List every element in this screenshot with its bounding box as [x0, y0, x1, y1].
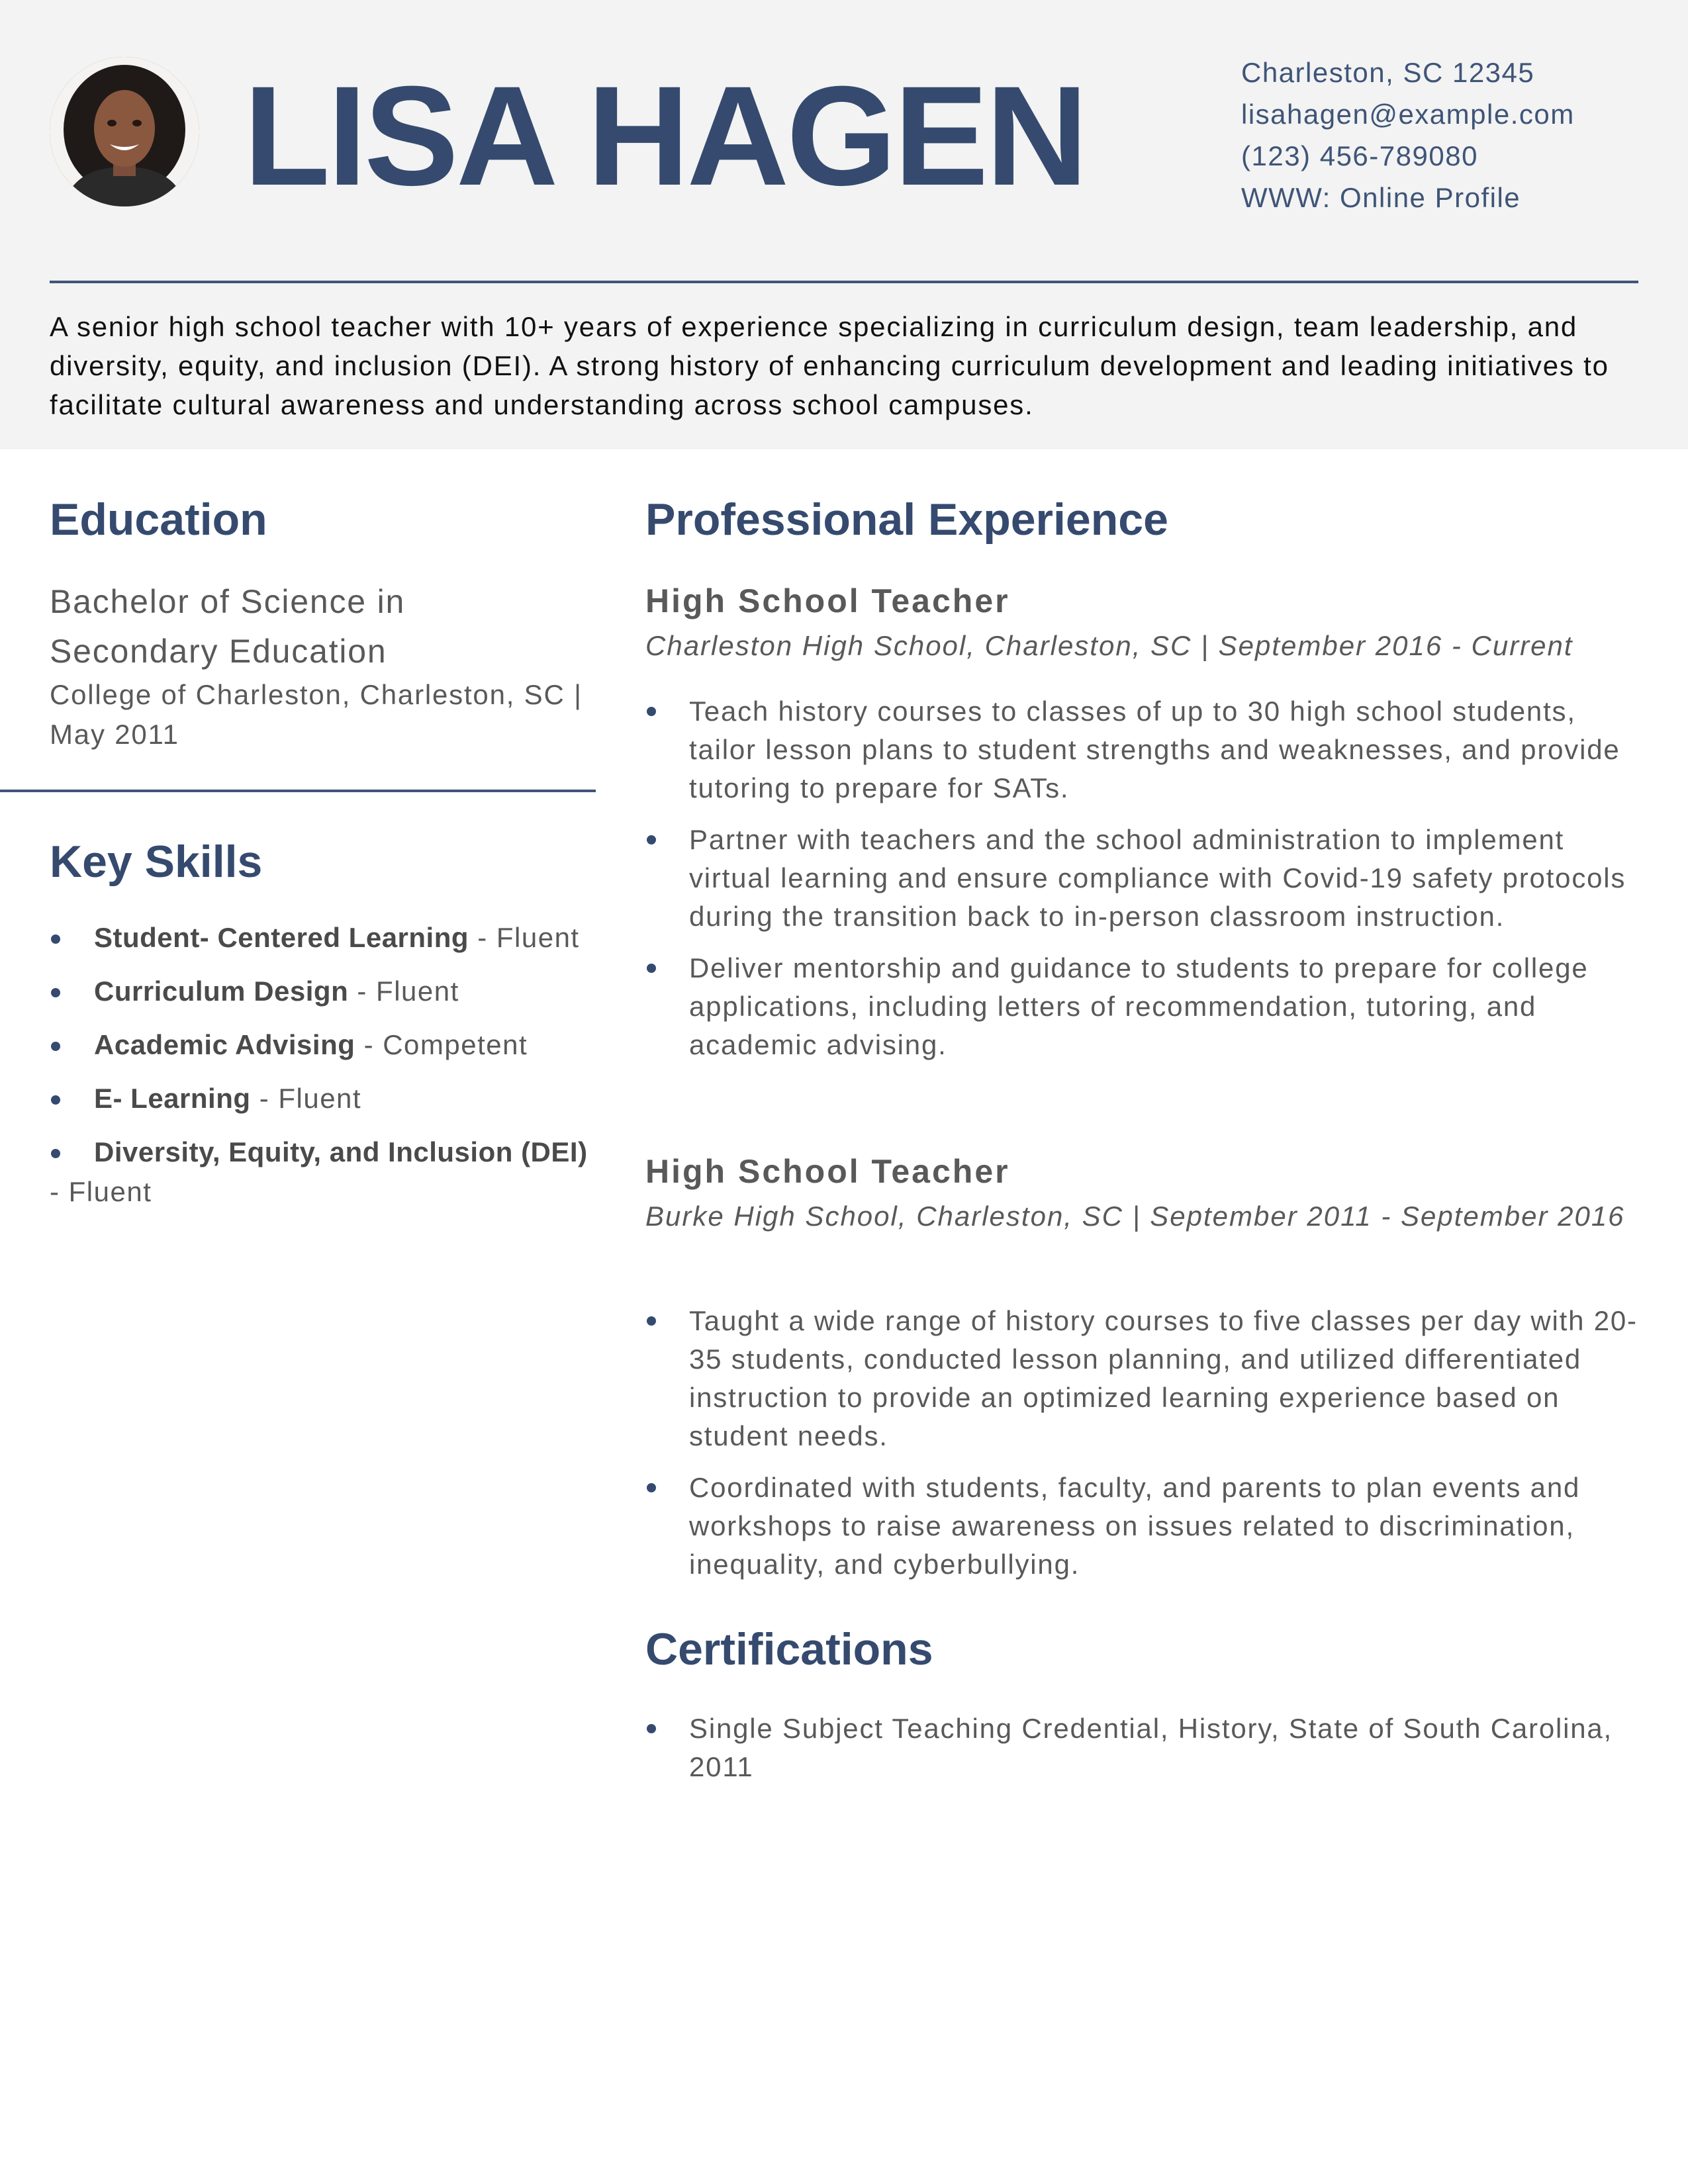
contact-info [1241, 52, 1652, 218]
experience-heading: Professional Experience [645, 494, 1168, 545]
candidate-name: LISA HAGEN [244, 57, 1086, 215]
skill-name: Academic Advising [94, 1029, 355, 1060]
skill-name: Student- Centered Learning [94, 922, 469, 953]
job-title: High School Teacher [645, 582, 1010, 619]
job-title: High School Teacher [645, 1153, 1010, 1190]
contact-phone: (123) 456-789080 [1241, 140, 1478, 171]
header-band [0, 0, 1688, 449]
skill-level: - Fluent [50, 1176, 152, 1207]
left-column-divider [0, 790, 596, 792]
skill-item [50, 1132, 606, 1212]
job-duty: Teach history courses to classes of up to 30 high school students, tailor lesson plans to student strengths and weaknesses, and provide tutoring to prepare for SATs. [645, 692, 1638, 807]
skills-heading: Key Skills [50, 837, 263, 887]
skill-item [50, 918, 606, 958]
skill-item [50, 972, 606, 1011]
certifications-heading: Certifications [645, 1624, 933, 1674]
job-duty: Deliver mentorship and guidance to students to prepare for college applications, including letters of recommendation, tutoring, and academic advising. [645, 949, 1638, 1064]
skill-item [50, 1025, 606, 1065]
skill-level: - Fluent [469, 922, 580, 953]
skill-item [50, 1079, 606, 1118]
certifications-list [645, 1709, 1638, 1799]
skill-level: - Fluent [348, 976, 459, 1007]
education-school: College of Charleston, Charleston, SC | May 2011 [50, 679, 583, 750]
education-degree: Bachelor of Science in Secondary Education [50, 583, 406, 670]
job-duty: Taught a wide range of history courses to five classes per day with 20-35 students, conducted lesson planning, and utilized differentiated instruction to provide an optimized learning experience based on student needs. [645, 1302, 1638, 1455]
job-duties-list [645, 1302, 1638, 1597]
skill-name: E- Learning [94, 1083, 251, 1114]
contact-email[interactable]: lisahagen@example.com [1241, 99, 1575, 130]
header-divider [50, 281, 1638, 283]
job-duty: Coordinated with students, faculty, and parents to plan events and workshops to raise awareness on issues related to discrimination, inequality, and cyberbullying. [645, 1469, 1638, 1584]
skill-level: - Fluent [250, 1083, 362, 1114]
profile-photo [50, 57, 199, 206]
skill-name: Curriculum Design [94, 976, 349, 1007]
skills-list [50, 918, 606, 1226]
certification-item: Single Subject Teaching Credential, History, State of South Carolina, 2011 [645, 1709, 1638, 1786]
contact-location: Charleston, SC 12345 [1241, 57, 1535, 88]
job-duties-list [645, 692, 1638, 1077]
job-employer-dates: Charleston High School, Charleston, SC | September 2016 - Current [645, 630, 1573, 661]
summary-paragraph: A senior high school teacher with 10+ years of experience specializing in curriculum design, team leadership, and diversity, equity, and inclusion (DEI). A strong history of enhancing curriculum development and leading initiatives to facilitate cultural awareness and understanding across school campuses. [50, 311, 1609, 420]
avatar-portrait [50, 57, 199, 206]
skill-level: - Competent [355, 1029, 528, 1060]
contact-website[interactable]: WWW: Online Profile [1241, 182, 1521, 213]
job-duty: Partner with teachers and the school administration to implement virtual learning and ensure compliance with Covid-19 safety protocols during the transition back to in-person classroom instruction. [645, 821, 1638, 936]
skill-name: Diversity, Equity, and Inclusion (DEI) [94, 1136, 588, 1167]
job-employer-dates: Burke High School, Charleston, SC | September 2011 - September 2016 [645, 1201, 1625, 1232]
education-heading: Education [50, 494, 267, 545]
